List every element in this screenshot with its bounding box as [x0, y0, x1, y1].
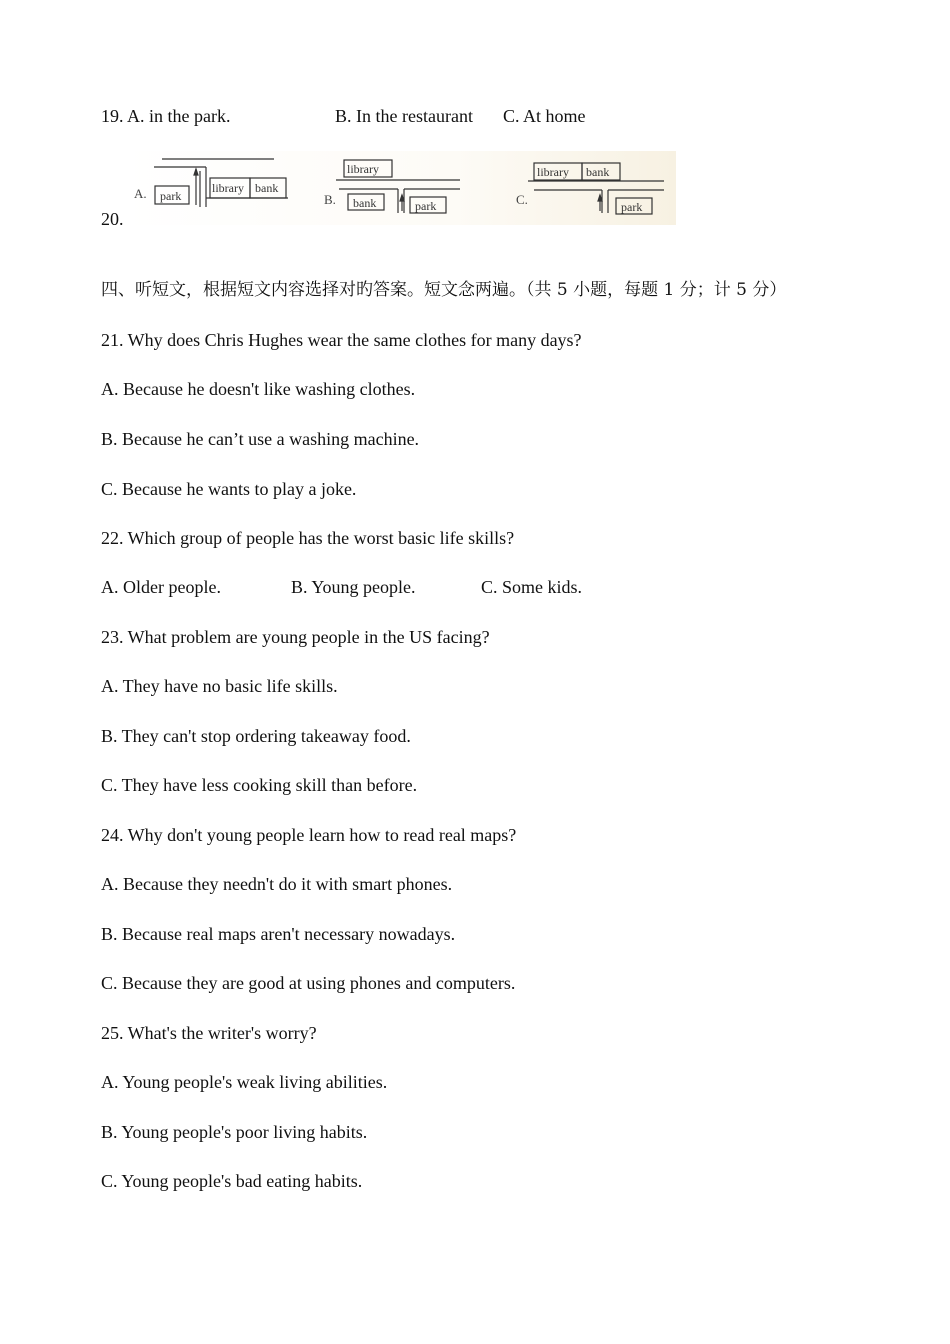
map-c-park-label: park: [621, 200, 643, 214]
q19-option-c: C. At home: [503, 106, 586, 126]
section-4-heading: 四、听短文，根据短文内容选择对旳答案。短文念两遍。（共 5 小题，每题 1 分；计 5 分）: [101, 280, 787, 300]
q24-option-c: C. Because they are good at using phones and computers.: [101, 973, 516, 993]
q25-stem: 25. What's the writer's worry?: [101, 1023, 317, 1043]
map-b-park-label: park: [415, 199, 437, 213]
map-options-image: [124, 151, 676, 225]
q20-number: 20.: [101, 209, 124, 229]
q21-option-a: A. Because he doesn't like washing clothes.: [101, 379, 416, 399]
q24-stem: 24. Why don't young people learn how to read real maps?: [101, 825, 517, 845]
q25-option-a: A. Young people's weak living abilities.: [101, 1072, 388, 1092]
map-b-bank-label: bank: [353, 196, 377, 210]
q24-option-b: B. Because real maps aren't necessary nowadays.: [101, 924, 456, 944]
q20-map-figure: [124, 151, 676, 225]
q19-stem-option-a: 19. A. in the park.: [101, 106, 231, 126]
map-c-library-label: library: [537, 165, 569, 179]
q23-option-b: B. They can't stop ordering takeaway food.: [101, 726, 411, 746]
map-a-library-label: library: [212, 181, 244, 195]
q25-option-c: C. Young people's bad eating habits.: [101, 1171, 363, 1191]
q21-stem: 21. Why does Chris Hughes wear the same clothes for many days?: [101, 330, 582, 350]
map-a-bank-label: bank: [255, 181, 279, 195]
map-a-letter: A.: [134, 186, 147, 201]
q21-option-c: C. Because he wants to play a joke.: [101, 479, 357, 499]
q23-stem: 23. What problem are young people in the US facing?: [101, 627, 490, 647]
q22-option-c: C. Some kids.: [481, 577, 583, 597]
q22-option-b: B. Young people.: [291, 577, 416, 597]
q22-stem: 22. Which group of people has the worst basic life skills?: [101, 528, 515, 548]
q22-option-a: A. Older people.: [101, 577, 221, 597]
q19-option-b: B. In the restaurant: [335, 106, 473, 126]
map-c-bank-label: bank: [586, 165, 610, 179]
q23-option-c: C. They have less cooking skill than before.: [101, 775, 418, 795]
q21-option-b: B. Because he can’t use a washing machine.: [101, 429, 420, 449]
q25-option-b: B. Young people's poor living habits.: [101, 1122, 368, 1142]
q24-option-a: A. Because they needn't do it with smart phones.: [101, 874, 453, 894]
map-c-letter: C.: [516, 192, 528, 207]
map-a-park-label: park: [160, 189, 182, 203]
map-b-letter: B.: [324, 192, 336, 207]
map-b-library-label: library: [347, 162, 379, 176]
q23-option-a: A. They have no basic life skills.: [101, 676, 338, 696]
